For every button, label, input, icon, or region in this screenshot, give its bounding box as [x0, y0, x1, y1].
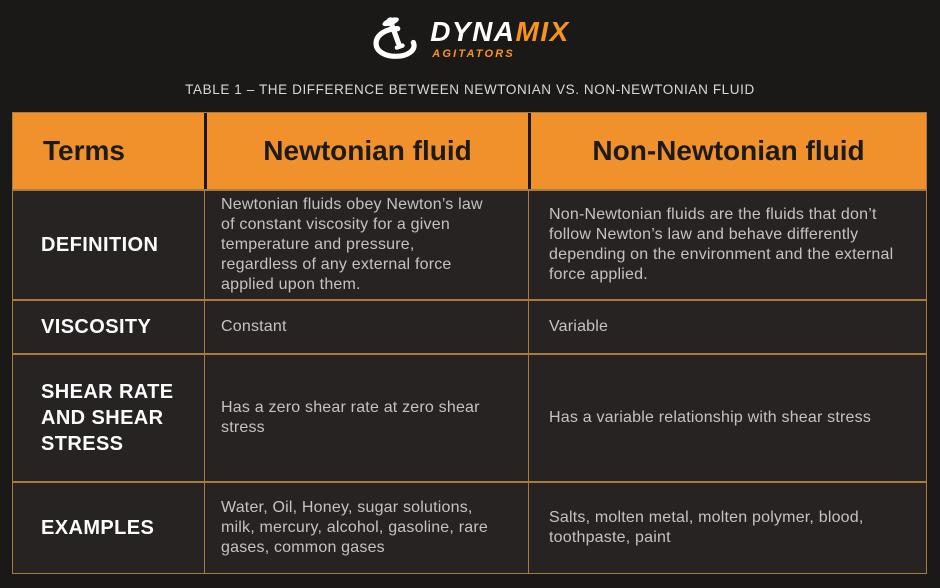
term-label: DEFINITION — [41, 234, 159, 256]
brand-logo — [0, 14, 940, 64]
logo-tagline: AGITATORS — [432, 48, 515, 60]
table-row-examples-non-newtonian — [528, 481, 926, 573]
table-row-shear-term — [13, 353, 204, 481]
header-cell-non-newtonian: Non-Newtonian fluid — [528, 113, 926, 189]
cell-text: Has a variable relationship with shear stress — [549, 409, 872, 427]
cell-text: Newtonian fluids obey Newton’s law of constant viscosity for a given temperature and pressure, regardless of any external force applied upon them. — [221, 196, 483, 293]
term-label: VISCOSITY — [41, 316, 152, 338]
cell-text: Salts, molten metal, molten polymer, blood, toothpaste, paint — [549, 509, 864, 546]
table-caption: TABLE 1 – THE DIFFERENCE BETWEEN NEWTONIAN VS. NON-NEWTONIAN FLUID — [185, 82, 755, 97]
cell-text: Constant — [221, 318, 287, 336]
header-cell-newtonian: Newtonian fluid — [204, 113, 528, 189]
cell-text: Has a zero shear rate at zero shear stress — [221, 399, 480, 436]
cell-text: Non-Newtonian fluids are the fluids that don’t follow Newton’s law and behave differently depending on the environment and the external force applied. — [549, 206, 894, 283]
logo-wordmark-mix: MIX — [515, 16, 570, 47]
table-row-viscosity-term — [13, 299, 204, 353]
table-row-viscosity-non-newtonian — [528, 299, 926, 353]
header-cell-terms: Terms — [13, 113, 204, 189]
table-row-definition-newtonian — [204, 189, 528, 299]
table-row-definition-non-newtonian — [528, 189, 926, 299]
table-row-examples-newtonian — [204, 481, 528, 573]
table-row-shear-newtonian — [204, 353, 528, 481]
logo-wordmark — [430, 18, 570, 46]
term-label: EXAMPLES — [41, 517, 155, 539]
table-row-viscosity-newtonian — [204, 299, 528, 353]
table-row-definition-term — [13, 189, 204, 299]
cell-text: Variable — [549, 318, 609, 336]
logo-text — [430, 18, 570, 60]
logo-wordmark-dyna: DYNA — [430, 16, 516, 47]
table-row-examples-term — [13, 481, 204, 573]
mixer-impeller-icon — [370, 15, 422, 63]
cell-text: Water, Oil, Honey, sugar solutions, milk, mercury, alcohol, gasoline, rare gases, common gases — [221, 499, 488, 556]
comparison-table — [12, 112, 927, 574]
term-label: SHEAR RATE AND SHEAR STRESS — [41, 381, 174, 455]
table-row-shear-non-newtonian — [528, 353, 926, 481]
